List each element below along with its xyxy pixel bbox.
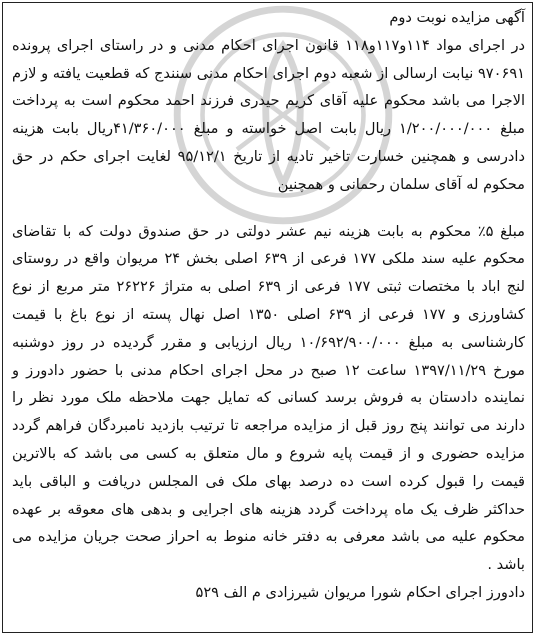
notice-signature: دادورز اجرای احکام شورا مریوان شیرزادی م الف ۵۲۹: [195, 583, 525, 601]
notice-body: [12, 4, 525, 607]
notice-paragraph-1: در اجرای مواد ۱۱۴و۱۱۷و۱۱۸ قانون اجرای احکام مدنی و در راستای اجرای پرونده ۹۷۰۶۹۱ نیابت ارسالی از شعبه دوم اجرای احکام مدنی سنندج که قطعیت یافته و لازم الاجرا می باشد محکوم علیه آقای کریم حیدری فرزند احمد محکوم است به پرداخت مبلغ ۱/۲۰۰/۰۰۰/۰۰۰ ریال بابت اصل خواسته و مبلغ ۴۱/۳۶۰/۰۰۰ریال بابت هزینه دادرسی و همچنین خسارت تاخیر تادیه از تاریخ ۹۵/۱۲/۱ لغایت اجرای حکم در حق محکوم له آقای سلمان رحمانی و همچنین: [12, 36, 526, 193]
notice-paragraph-2: مبلغ ۵٪ محکوم به بابت هزینه نیم عشر دولتی در حق صندوق دولت که با تقاضای محکوم علیه سند ملکی ۱۷۷ فرعی از ۶۳۹ اصلی بخش ۲۴ مریوان واقع در روستای لنج اباد با مختصات ثبتی ۱۷۷ فرعی از ۶۳۹ اصلی به متراژ ۲۶۲۲۶ متر مربع از نوع کشاورزی و ۱۷۷ فرعی از ۶۳۹ اصلی ۱۳۵۰ اصل نهال پسته از نوع باغ با قیمت کارشناسی به مبلغ ۱۰/۶۹۲/۹۰۰/۰۰۰ ریال ارزیابی و مقرر گردیده در روز دوشنبه مورخ ۱۳۹۷/۱۱/۲۹ ساعت ۱۲ صبح در محل اجرای احکام مدنی با حضور دادورز و نماینده دادستان به فروش برسد کسانی که تمایل جهت ملاحظه ملک مورد نظر را دارند می توانند پنج روز قبل از مزایده مراجعه تا ترتیب بازدید نامبردگان فراهم گردد مزایده حضوری و از قیمت پایه شروع و مال متعلق به کسی می باشد که بالاترین قیمت را قبول کرده است ده درصد بهای ملک فی المجلس دریافت و الباقی باید حداکثر ظرف یک ماه پرداخت گردد هزینه های اجرایی و بدهی های معوقه بر عهده محکوم علیه می باشد معرفی به دفتر خانه منوط به احراز صحت جریان مزایده می باشد .: [12, 222, 526, 574]
notice-title: آگهی مزایده نوبت دوم: [389, 9, 525, 26]
